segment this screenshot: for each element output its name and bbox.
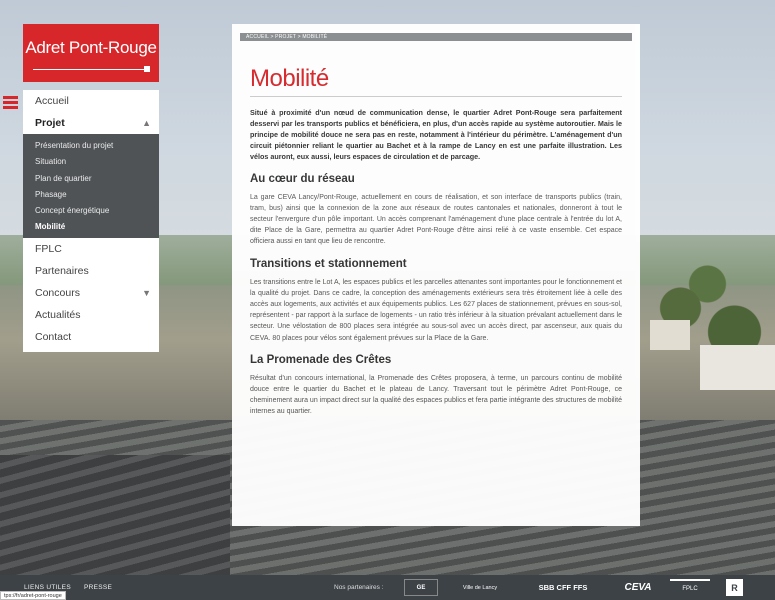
nav-item-label: Actualités — [35, 308, 81, 321]
article-body — [250, 108, 622, 418]
subnav-item-situation[interactable]: Situation — [35, 157, 67, 167]
subnav-item-concept-energetique[interactable]: Concept énergétique — [35, 206, 110, 216]
menu-icon[interactable] — [3, 96, 18, 109]
status-bar-url: tps://fr/adret-pont-rouge — [0, 591, 66, 600]
nav-item-label: Partenaires — [35, 264, 89, 277]
content-panel — [232, 24, 640, 526]
section-paragraph: La gare CEVA Lancy/Pont-Rouge, actuellement en cours de réalisation, et son interface de transports publics (train, tram, bus) ainsi que la connexion de la zone aux réseaux de routes cantonales et nationales, donneront à tout le secteur l'envergure d'un pôle important. Un accès comprenant l'aménagement d'une place centrale à l'entrée du lot A, dite Place de la Gare, permettra au quartier Adret Pont-Rouge d'être ainsi relié à ce vaste ensemble. Cet espace officiera aussi en tant que lieu de rencontre. — [250, 193, 622, 246]
republique-geneve-logo[interactable]: GE — [404, 579, 438, 596]
nav-item-concours[interactable] — [23, 282, 159, 304]
nav-item-label: Concours — [35, 286, 80, 299]
page-title: Mobilité — [250, 65, 329, 92]
nav-item-partenaires[interactable] — [23, 260, 159, 282]
nav-item-fplc[interactable] — [23, 238, 159, 260]
nav-item-actualites[interactable] — [23, 304, 159, 326]
site-logo[interactable] — [23, 24, 159, 82]
nav-item-label: Accueil — [35, 95, 69, 107]
partners-label: Nos partenaires : — [334, 584, 384, 591]
nav-item-contact[interactable] — [23, 326, 159, 348]
section-heading: Transitions et stationnement — [250, 257, 407, 270]
nav-item-label: FPLC — [35, 242, 62, 255]
partner-logo[interactable]: R — [726, 579, 743, 596]
subnav-item-plan-de-quartier[interactable]: Plan de quartier — [35, 173, 92, 183]
chevron-down-icon: ▼ — [142, 287, 151, 298]
subnav-item-mobilite[interactable]: Mobilité — [35, 222, 66, 232]
title-divider — [250, 96, 622, 97]
chevron-up-icon: ▲ — [142, 118, 151, 128]
section-paragraph: Les transitions entre le Lot A, les espaces publics et les parcelles attenantes sont importantes pour le fonctionnement et la qualité du projet. Dans ce cadre, la conception des aménagements extérieurs sera très étroitement liée à celle des accès aux logements, aux activités et aux équipements publics. Les 627 places de stationnement, prévues en sous-sol, représentent - par rapport à la surface de logements - un ratio très inférieur à la situation prévalant actuellement dans le secteur. Une vélostation de 800 places sera intégrée au sous-sol avec un accès direct, par ascenseur, aux quais du CEVA. 80 places pour vélos sont également prévues sur la Place de la Gare. — [250, 278, 622, 342]
nav-item-accueil[interactable] — [23, 90, 159, 112]
section-paragraph: Résultat d'un concours international, la Promenade des Crêtes proposera, à terme, un parcours continu de mobilité douce entre le quartier du Bachet et le plateau de Lancy. Traversant tout le périmètre Adret Pont-Rouge, ce cheminement aura un impact direct sur la qualité des espaces publics et fera partie intégrante des structures de mobilité internes au quartier. — [250, 374, 622, 416]
logo-text: Adret Pont-Rouge — [25, 38, 157, 57]
footer-link-liens-utiles[interactable]: LIENS UTILES — [24, 584, 71, 591]
nav-item-projet[interactable] — [23, 112, 159, 134]
ville-de-lancy-logo[interactable]: Ville de Lancy — [462, 584, 498, 591]
background-photo-house — [650, 320, 690, 350]
menu-icon-bar — [3, 106, 18, 109]
nav-submenu-projet — [23, 134, 159, 238]
menu-icon-bar — [3, 96, 18, 99]
nav-item-label: Projet — [35, 117, 65, 129]
site-footer — [0, 575, 775, 600]
subnav-item-phasage[interactable]: Phasage — [35, 189, 67, 199]
ceva-logo[interactable]: CEVA — [624, 582, 652, 593]
nav-lower-items — [23, 238, 159, 352]
subnav-item-presentation[interactable]: Présentation du projet — [35, 141, 114, 150]
intro-paragraph: Situé à proximité d'un nœud de communication dense, le quartier Adret Pont-Rouge sera parfaitement desservi par les transports publics et bénéficiera, en plus, d'un accès rapide au système autoroutier. Mais le principe de mobilité douce ne sera pas en reste, notamment à l'intérieur du périmètre. L'aménagement d'un circuit piétonnier reliant le quartier au Bachet et à la rampe de Lancy en est une parfaite illustration. Les vélos auront, eux aussi, leurs espaces de circulation et de parcage. — [250, 108, 622, 161]
section-heading: La Promenade des Crêtes — [250, 353, 392, 366]
logo-square — [144, 66, 150, 72]
background-photo-roofs — [0, 455, 230, 575]
sbb-logo[interactable]: SBB CFF FFS — [538, 583, 588, 592]
section-heading: Au cœur du réseau — [250, 172, 355, 185]
breadcrumb[interactable]: ACCUEIL > PROJET > MOBILITÉ — [240, 33, 632, 41]
logo-underline — [33, 69, 149, 70]
footer-link-presse[interactable]: PRESSE — [84, 584, 113, 591]
nav-item-label: Contact — [35, 330, 72, 343]
main-nav — [23, 90, 159, 352]
menu-icon-bar — [3, 101, 18, 104]
background-photo-building — [700, 345, 775, 390]
fondation-logo[interactable]: FPLC — [670, 579, 710, 596]
